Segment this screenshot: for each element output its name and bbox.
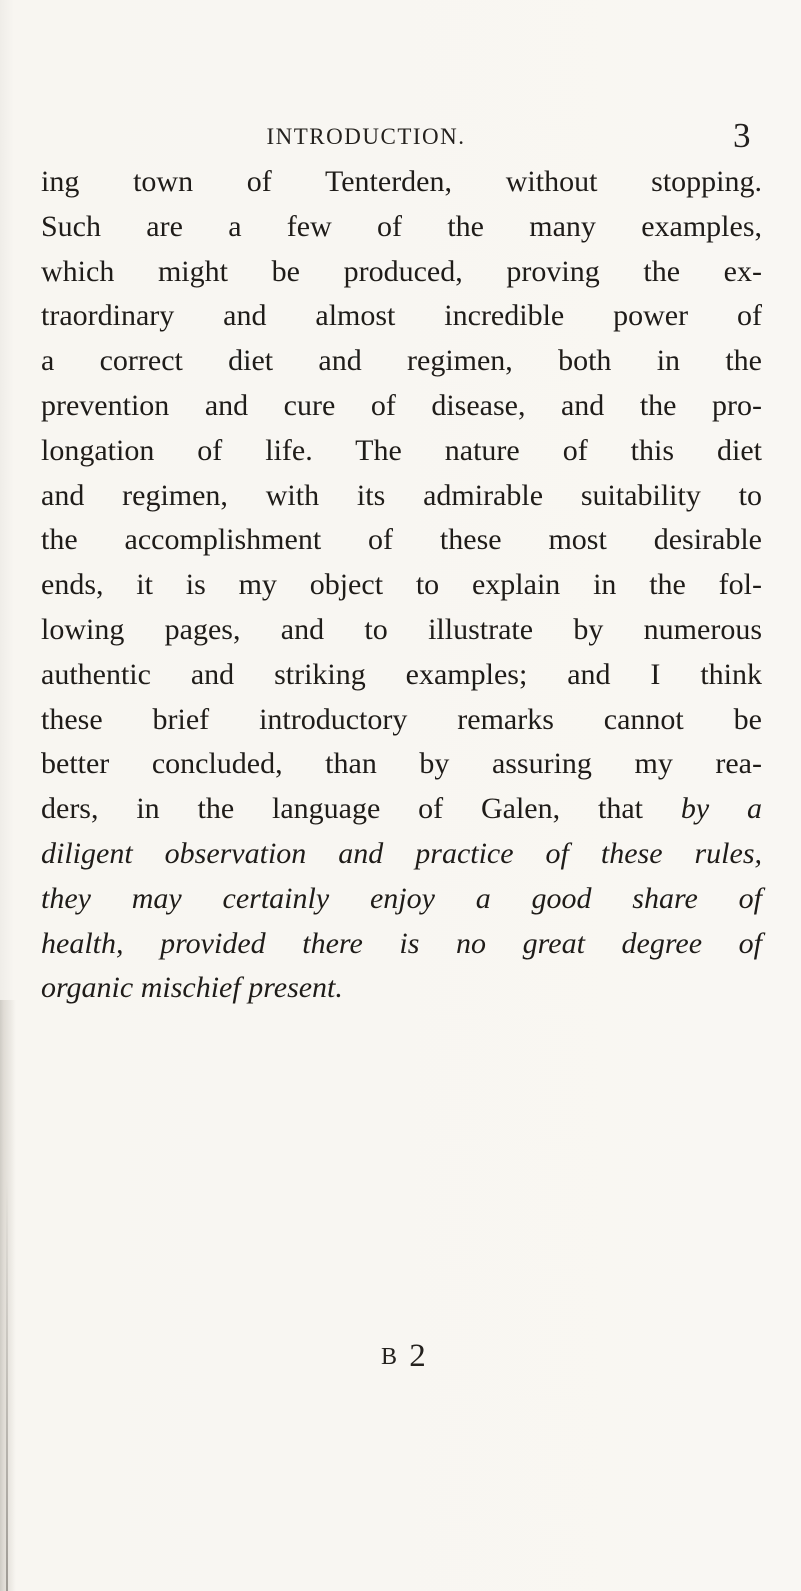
binding-shadow: [0, 1000, 16, 1591]
text-fragment: ders, in the language of Galen, that: [41, 792, 643, 826]
text-line: traordinary and almost incredible power of: [41, 299, 762, 333]
running-head: INTRODUCTION.: [266, 124, 466, 149]
text-line: ends, it is my object to explain in the fol-: [41, 568, 762, 602]
text-line: prevention and cure of disease, and the pro-: [41, 388, 762, 422]
text-line: ing town of Tenterden, without stopping.: [41, 165, 762, 198]
text-line: Such are a few of the many examples,: [41, 209, 762, 243]
signature-letter: B: [381, 1344, 400, 1370]
italic-fragment: by a: [680, 792, 762, 826]
text-line-mixed: [41, 787, 762, 832]
italic-text-line: organic mischief present.: [41, 971, 343, 1005]
text-line: lowing pages, and to illustrate by numerous: [41, 612, 762, 646]
page-number: 3: [733, 116, 751, 155]
body-text: [41, 160, 762, 1011]
text-line: which might be produced, proving the ex-: [41, 254, 762, 288]
text-line: longation of life. The nature of this diet: [41, 433, 762, 467]
text-line: authentic and striking examples; and I think: [41, 657, 762, 691]
text-line: better concluded, than by assuring my rea-: [41, 747, 762, 781]
text-line: the accomplishment of these most desirable: [41, 523, 762, 557]
italic-text-line: diligent observation and practice of these rules,: [41, 836, 762, 870]
italic-text-line: they may certainly enjoy a good share of: [41, 881, 762, 915]
text-line: these brief introductory remarks cannot be: [41, 702, 762, 736]
binding-edge-line: [6, 1180, 8, 1591]
text-line: a correct diet and regimen, both in the: [41, 344, 762, 378]
text-line: and regimen, with its admirable suitability to: [41, 478, 762, 512]
signature-mark: [381, 1338, 428, 1375]
italic-text-line: health, provided there is no great degree of: [41, 926, 762, 960]
signature-number: 2: [409, 1338, 428, 1374]
